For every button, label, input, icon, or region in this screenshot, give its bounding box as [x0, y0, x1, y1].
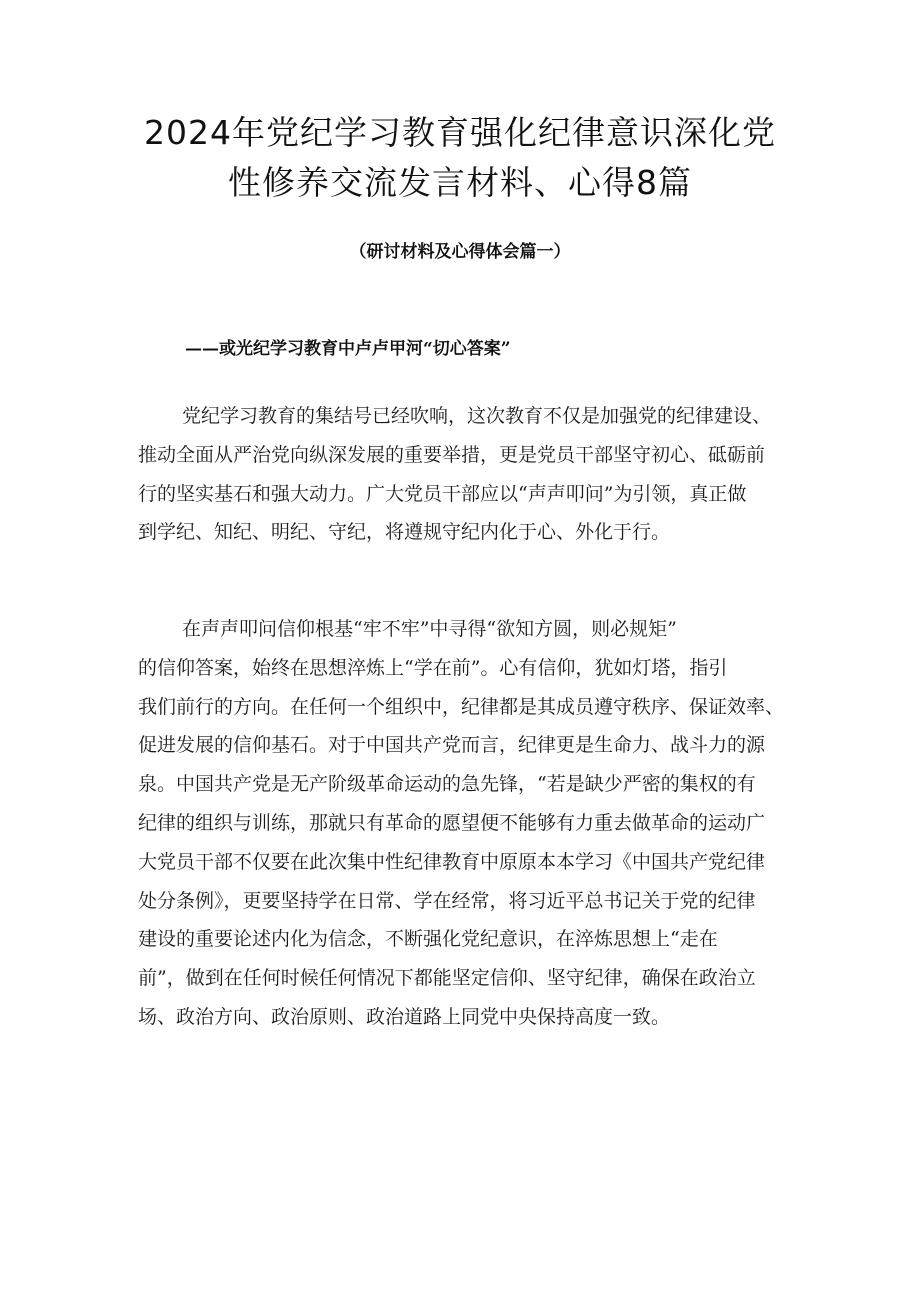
paragraph-line: 促进发展的信仰基石。对于中国共产党而言，纪律更是生命力、战斗力的源 [138, 734, 766, 757]
paragraph-line: 在声声叩问信仰根基“牢不牢”中寻得“欲知方圆，则必规矩” [182, 618, 677, 640]
paragraph-line: 建设的重要论述内化为信念，不断强化党纪意识，在淬炼思想上“走在 [138, 928, 718, 951]
section-heading: ——或光纪学习教育中卢卢甲河“切心答案” [185, 339, 511, 359]
title-line-2: 性修养交流发言材料、心得8篇 [228, 163, 692, 202]
paragraph-line: 党纪学习教育的集结号已经吹响，这次教育不仅是加强党的纪律建设、 [182, 405, 772, 427]
paragraph-line: 场、政治方向、政治原则、政治道路上同党中央保持高度一致。 [138, 1005, 671, 1028]
paragraph-2 [138, 610, 798, 1037]
section-subtitle: （研讨材料及心得体会篇一） [349, 242, 571, 262]
paragraph-line: 推动全面从严治党向纵深发展的重要举措，更是党员干部坚守初心、砥砺前 [138, 443, 766, 466]
paragraph-line: 处分条例》，更要坚持学在日常、学在经常，将习近平总书记关于党的纪律 [138, 889, 756, 912]
paragraph-line: 我们前行的方向。在任何一个组织中，纪律都是其成员遵守秩序、保证效率、 [138, 695, 785, 718]
paragraph-line: 到学纪、知纪、明纪、守纪，将遵规守纪内化于心、外化于行。 [138, 521, 671, 544]
paragraph-1 [138, 397, 798, 552]
paragraph-line: 大党员干部不仅要在此次集中性纪律教育中原原本本学习《中国共产党纪律 [138, 850, 766, 873]
paragraph-line: 泉。中国共产党是无产阶级革命运动的急先锋，“若是缺少严密的集权的有 [138, 773, 756, 796]
title-line-1: 2024年党纪学习教育强化纪律意识深化党 [144, 113, 776, 152]
paragraph-line: 纪律的组织与训练，那就只有革命的愿望便不能够有力重去做革命的运动广 [138, 811, 766, 834]
paragraph-line: 行的坚实基石和强大动力。广大党员干部应以“声声叩问”为引领，真正做 [138, 482, 747, 505]
document-title [100, 108, 820, 208]
paragraph-line: 前”，做到在任何时候任何情况下都能坚定信仰、坚守纪律，确保在政治立 [138, 967, 756, 990]
paragraph-line: 的信仰答案，始终在思想淬炼上“学在前”。心有信仰，犹如灯塔，指引 [138, 656, 728, 679]
